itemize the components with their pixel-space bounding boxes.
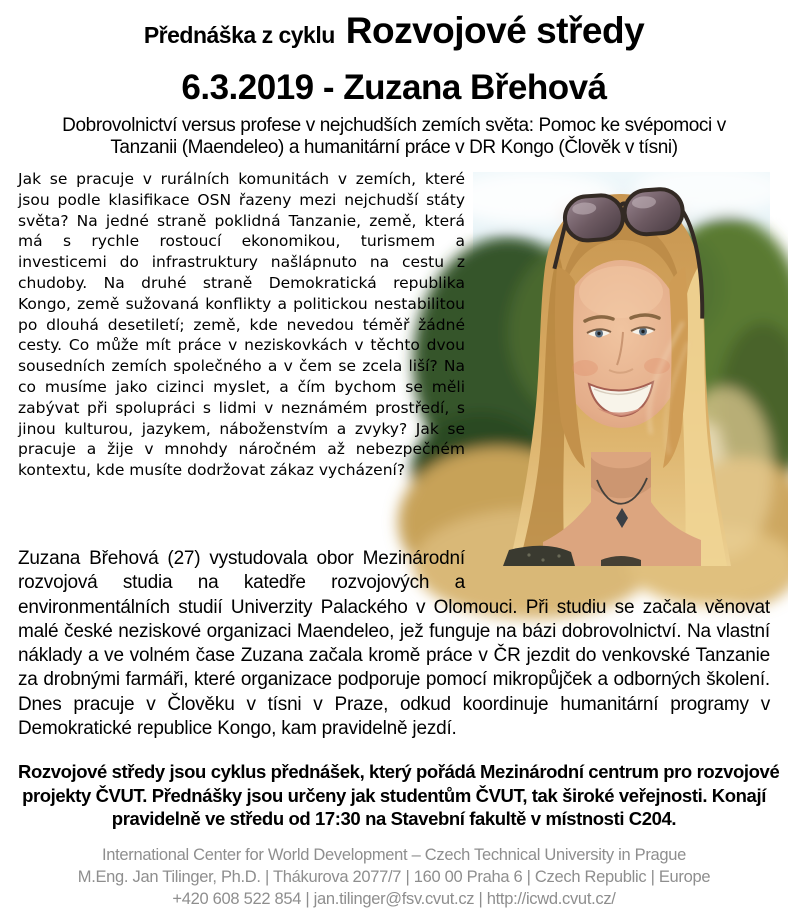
series-info-line-1: Rozvojové středy jsou cyklus přednášek, který pořádá Mezinárodní centrum pro rozvojové — [18, 761, 780, 783]
footer — [18, 844, 770, 910]
footer-contact-line: +420 608 522 854 | jan.tilinger@fsv.cvut.cz | http://icwd.cvut.cz/ — [172, 889, 616, 908]
series-title: Rozvojové středy — [345, 10, 645, 51]
header — [0, 0, 788, 159]
subtitle-line-2: Tanzanii (Maendeleo) a humanitární práce v DR Kongo (Člověk v tísni) — [110, 137, 678, 158]
footer-org-line: International Center for World Development – Czech Technical University in Prague — [101, 845, 687, 864]
speaker-photo — [473, 172, 770, 566]
footer-address-line: M.Eng. Jan Tilinger, Ph.D. | Thákurova 2077/7 | 160 00 Praha 6 | Czech Republic | Europe — [77, 867, 711, 886]
series-info — [18, 760, 780, 831]
series-info-line-3: pravidelně ve středu od 17:30 na Stavební fakultě v místnosti C204. — [111, 808, 677, 830]
series-prefix: Přednáška z cyklu — [143, 22, 335, 48]
bio-paragraph: Zuzana Břehová (27) vystudovala obor Mezinárodní rozvojová studia na katedře rozvojových a environmentálních studií Univerzity Palackého v Olomouci. Při studiu se začala věnovat malé české neziskové organizaci Maendeleo, jež funguje na bázi dobrovolnictví. Na vlastní náklady a ve volném čase Zuzana začala kromě práce v ČR jezdit do venkovské Tanzanie za drobnými farmáři, které organizace podporuje pomocí mikropůjček a odborných školení. Dnes pracuje v Člověku v tísni v Praze, odkud koordinuje humanitární programy v Demokratické republice Kongo, kam pravidelně jezdí. — [18, 548, 770, 740]
series-line — [0, 10, 788, 52]
event-title: 6.3.2019 - Zuzana Břehová — [181, 68, 607, 107]
intro-paragraph: Jak se pracuje v rurálních komunitách v zemích, které jsou podle klasifikace OSN řazeny mezi nejchudší státy světa? Na jedné straně poklidná Tanzanie, země, která má s rychle rostoucí ekonomikou, turismem a investicemi do infrastruktury našlápnuto na cestu z chudoby. Na druhé straně Demokratická republika Kongo, země sužovaná konflikty a politickou nestabilitou po dlouhá desetiletí; země, kde nevedou téměř žádné cesty. Co může mít práce v neziskovkách v těchto dvou sousedních zemích společného a v čem se zcela liší? Na co musíme jako cizinci myslet, a čím bychom se měli zabývat při spolupráci s lidmi v neznámém prostředí, s jinou kulturou, jazykem, náboženstvím a zvyky? Jak se pracuje a žije v mnohdy náročném až nebezpečném kontextu, kde musíte dodržovat zákaz vycházení? — [18, 170, 465, 480]
content — [18, 169, 780, 910]
series-info-line-2: projekty ČVUT. Přednášky jsou určeny jak studentům ČVUT, tak široké veřejnosti. Konají — [22, 784, 766, 806]
event-subtitle — [0, 115, 788, 159]
subtitle-line-1: Dobrovolnictví versus profese v nejchudších zemích světa: Pomoc ke svépomoci v — [62, 115, 726, 136]
speaker-photo-illustration — [473, 172, 770, 566]
